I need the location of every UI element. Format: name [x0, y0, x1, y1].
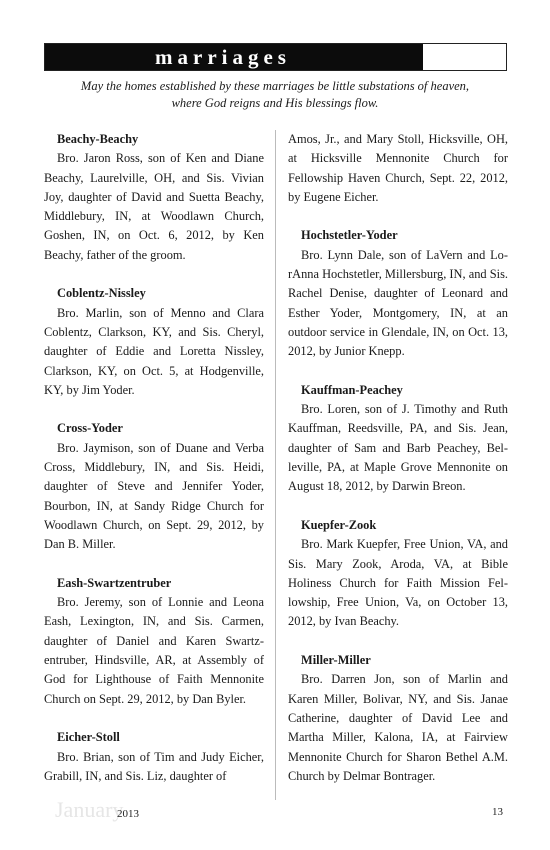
intro-line-1: May the homes established by these marriages be little substations of heaven,: [80, 79, 470, 93]
entry-text: Bro. Jeremy, son of Lonnie and Leona Eash, Lexington, IN, and Sis. Carmen, daughter of Daniel and Karen Swartzentruber, Hindsville, AR, at Assembly of God for Lighthouse of Faith Mennonite Church on Sept. 29, 2012, by Dan Byler.: [44, 595, 264, 706]
intro-line-2: where God reigns and His blessings flow.: [171, 96, 379, 110]
marriage-entry: [44, 130, 264, 265]
section-banner: [44, 43, 507, 71]
marriage-entry: [44, 284, 264, 400]
entry-text: Bro. Jaymison, son of Duane and Verba Cross, Middlebury, IN, and Sis. Heidi, daughter of Steve and Jennifer Yoder, Bourbon, IN, at Sandy Ridge Church for Woodlawn Church, on Sept. 29, 2012, by Dan B. Miller.: [44, 440, 264, 552]
entry-text: Bro. Mark Kuepfer, Free Union, VA, and Sis. Mary Zook, Aroda, VA, at Bible Holiness Church for Faith Mission Fellowship, Free Union, Va, on October 13, 2012, by Ivan Beachy.: [288, 537, 508, 629]
entry-continuation: Amos, Jr., and Mary Stoll, Hicksville, OH, at Hicksville Mennonite Church for Fellowship Haven Church, Sept. 22, 2012, by Eugene Eicher.: [288, 132, 508, 204]
entry-heading: Cross-Yoder: [57, 421, 123, 436]
entry-text: Bro. Jaron Ross, son of Ken and Diane Beachy, Laurelville, OH, and Sis. Vivian Joy, daughter of David and Suetta Beachy, Middlebury, IN, at Woodlawn Church, Goshen, IN, on Oct. 6, 2012, by Ken Beachy, father of the groom.: [44, 151, 264, 262]
entry-heading: Miller-Miller: [301, 653, 371, 668]
column-divider: [275, 130, 276, 800]
footer-year: 2013: [117, 808, 139, 820]
entry-heading: Eicher-Stoll: [57, 730, 120, 745]
entry-text: Bro. Marlin, son of Menno and Clara Coblentz, Clarkson, KY, and Sis. Cheryl, daughter of Eddie and Loretta Nissley, Clarkson, KY, on Oct. 5, at Hodgenville, KY, by Jim Yoder.: [44, 305, 264, 397]
entry-heading: Hochstetler-Yoder: [301, 228, 398, 243]
intro-text: [60, 78, 490, 112]
marriage-entry: [44, 419, 264, 554]
right-column: [288, 130, 508, 786]
entry-heading: Kauffman-Peachey: [301, 382, 403, 397]
marriage-entry: [288, 381, 508, 497]
marriage-entry: [44, 728, 264, 786]
marriage-entry: [288, 226, 508, 361]
entry-heading: Kuepfer-Zook: [301, 517, 377, 532]
left-column: [44, 130, 264, 786]
entry-text: Bro. Loren, son of J. Timothy and Ruth Kauffman, Reedsville, PA, and Sis. Jean, daughter of Sam and Barb Peachey, Belleville, PA, at Maple Grove Mennonite on August 18, 2012, by Darwin Breon.: [288, 402, 508, 494]
entry-heading: Eash-Swartzentruber: [57, 575, 172, 590]
footer-month-watermark: January: [55, 797, 124, 822]
marriage-entry: [44, 574, 264, 709]
section-title: marriages: [155, 45, 291, 69]
marriage-entry: [288, 516, 508, 632]
entry-heading: Beachy-Beachy: [57, 132, 139, 146]
page-number: 13: [492, 806, 503, 818]
marriage-entry: [288, 651, 508, 786]
entry-text: Bro. Lynn Dale, son of LaVern and LorAnna Hochstetler, Millersburg, IN, and Sis. Rachel Denise, daughter of Leonard and Esther Yoder, Montgomery, IN, at an outdoor service in Glendale, IN, on Oct. 13, 2012, by Junior Knepp.: [288, 247, 508, 359]
entry-text: Bro. Darren Jon, son of Marlin and Karen Miller, Bolivar, NY, and Sis. Janae Catherine, daughter of David Lee and Martha Miller, Kalona, IA, at Fairview Mennonite Church for Sharon Bethel A.M. Church by Delmar Bontrager.: [288, 672, 508, 783]
entry-text: Bro. Brian, son of Tim and Judy Eicher, Grabill, IN, and Sis. Liz, daughter of: [44, 749, 264, 783]
entry-heading: Coblentz-Nissley: [57, 286, 146, 301]
